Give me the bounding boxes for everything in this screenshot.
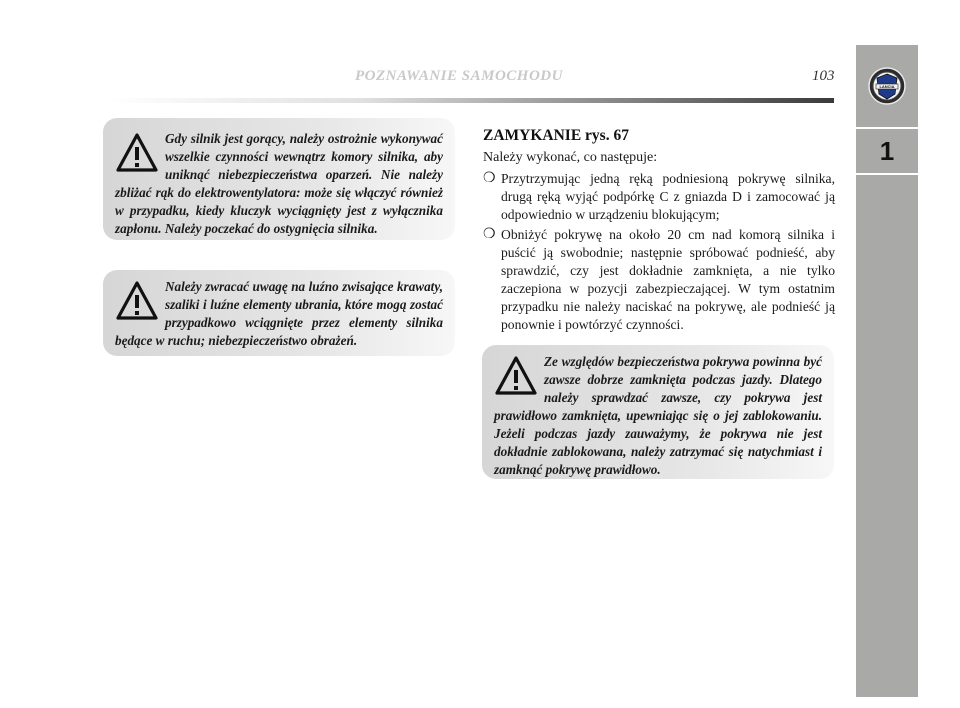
sidebar-logo-cell: [856, 45, 918, 129]
warning-box-hood-closed: [482, 345, 834, 479]
chapter-tab: [856, 129, 918, 175]
warning-text: Gdy silnik jest gorący, należy ostrożnie wykonywać wszelkie czynności wewnątrz komory silnika, aby uniknąć niebezpieczeństwa oparzeń. Nie należy zbliżać rąk do elektrowentylatora: może się włączyć również w przypadku, kiedy kluczyk wyciągnięty jest z wyłącznika zapłonu. Należy poczekać do ostygnięcia silnika.: [115, 131, 443, 236]
warning-triangle-icon: [494, 355, 538, 397]
warning-text: Należy zwracać uwagę na luźno zwisające krawaty, szaliki i luźne elementy ubrania, które mogą zostać przypadkowo wciągnięte przez elementy silnika będące w ruchu; niebezpieczeństwo obrażeń.: [115, 279, 443, 348]
list-item: [483, 170, 835, 224]
procedure-list: [483, 170, 835, 336]
section-heading: ZAMYKANIE rys. 67: [483, 127, 629, 144]
list-item-text: Przytrzymując jedną ręką podniesioną pokrywę silnika, drugą ręką wyjąć podpórkę C z gniazda D i zamocować ją odpowiednio w urządzeniu blokującym;: [501, 171, 835, 222]
bullet-circle-icon: ❍: [483, 227, 496, 242]
warning-box-hot-engine: [103, 118, 455, 240]
warning-triangle-icon: [115, 132, 159, 174]
logo-lettering: LANCIA: [879, 84, 895, 90]
bullet-circle-icon: ❍: [483, 171, 496, 186]
chapter-sidebar: [856, 45, 918, 697]
running-header-title: POZNAWANIE SAMOCHODU: [355, 68, 563, 84]
warning-text: Ze względów bezpieczeństwa pokrywa powinna być zawsze dobrze zamknięta podczas jazdy. Dlatego należy sprawdzać zawsze, czy pokrywa jest prawidłowo zamknięta, upewniając się o jej zablokowaniu. Jeżeli podczas jazdy zauważymy, że pokrywa nie jest dokładnie zablokowana, należy zatrzymać się natychmiast i zamknąć pokrywę prawidłowo.: [494, 354, 822, 477]
warning-box-loose-clothing: [103, 270, 455, 356]
lancia-shield-logo-icon: [867, 66, 907, 106]
header-rule: [107, 98, 834, 103]
page-number: 103: [812, 68, 835, 84]
list-item: [483, 226, 835, 334]
list-item-text: Obniżyć pokrywę na około 20 cm nad komorą silnika i puścić ją swobodnie; następnie spróbować podnieść, aby sprawdzić, czy jest dokładnie zamknięta, a nie tylko zaczepiona w pozycji zabezpieczającej. W tym ostatnim przypadku nie należy naciskać na pokrywę, ale podnieść ją ponownie i powtórzyć czynności.: [501, 227, 835, 332]
chapter-number: 1: [879, 135, 895, 166]
warning-triangle-icon: [115, 280, 159, 322]
section-intro: Należy wykonać, co następuje:: [483, 150, 658, 165]
